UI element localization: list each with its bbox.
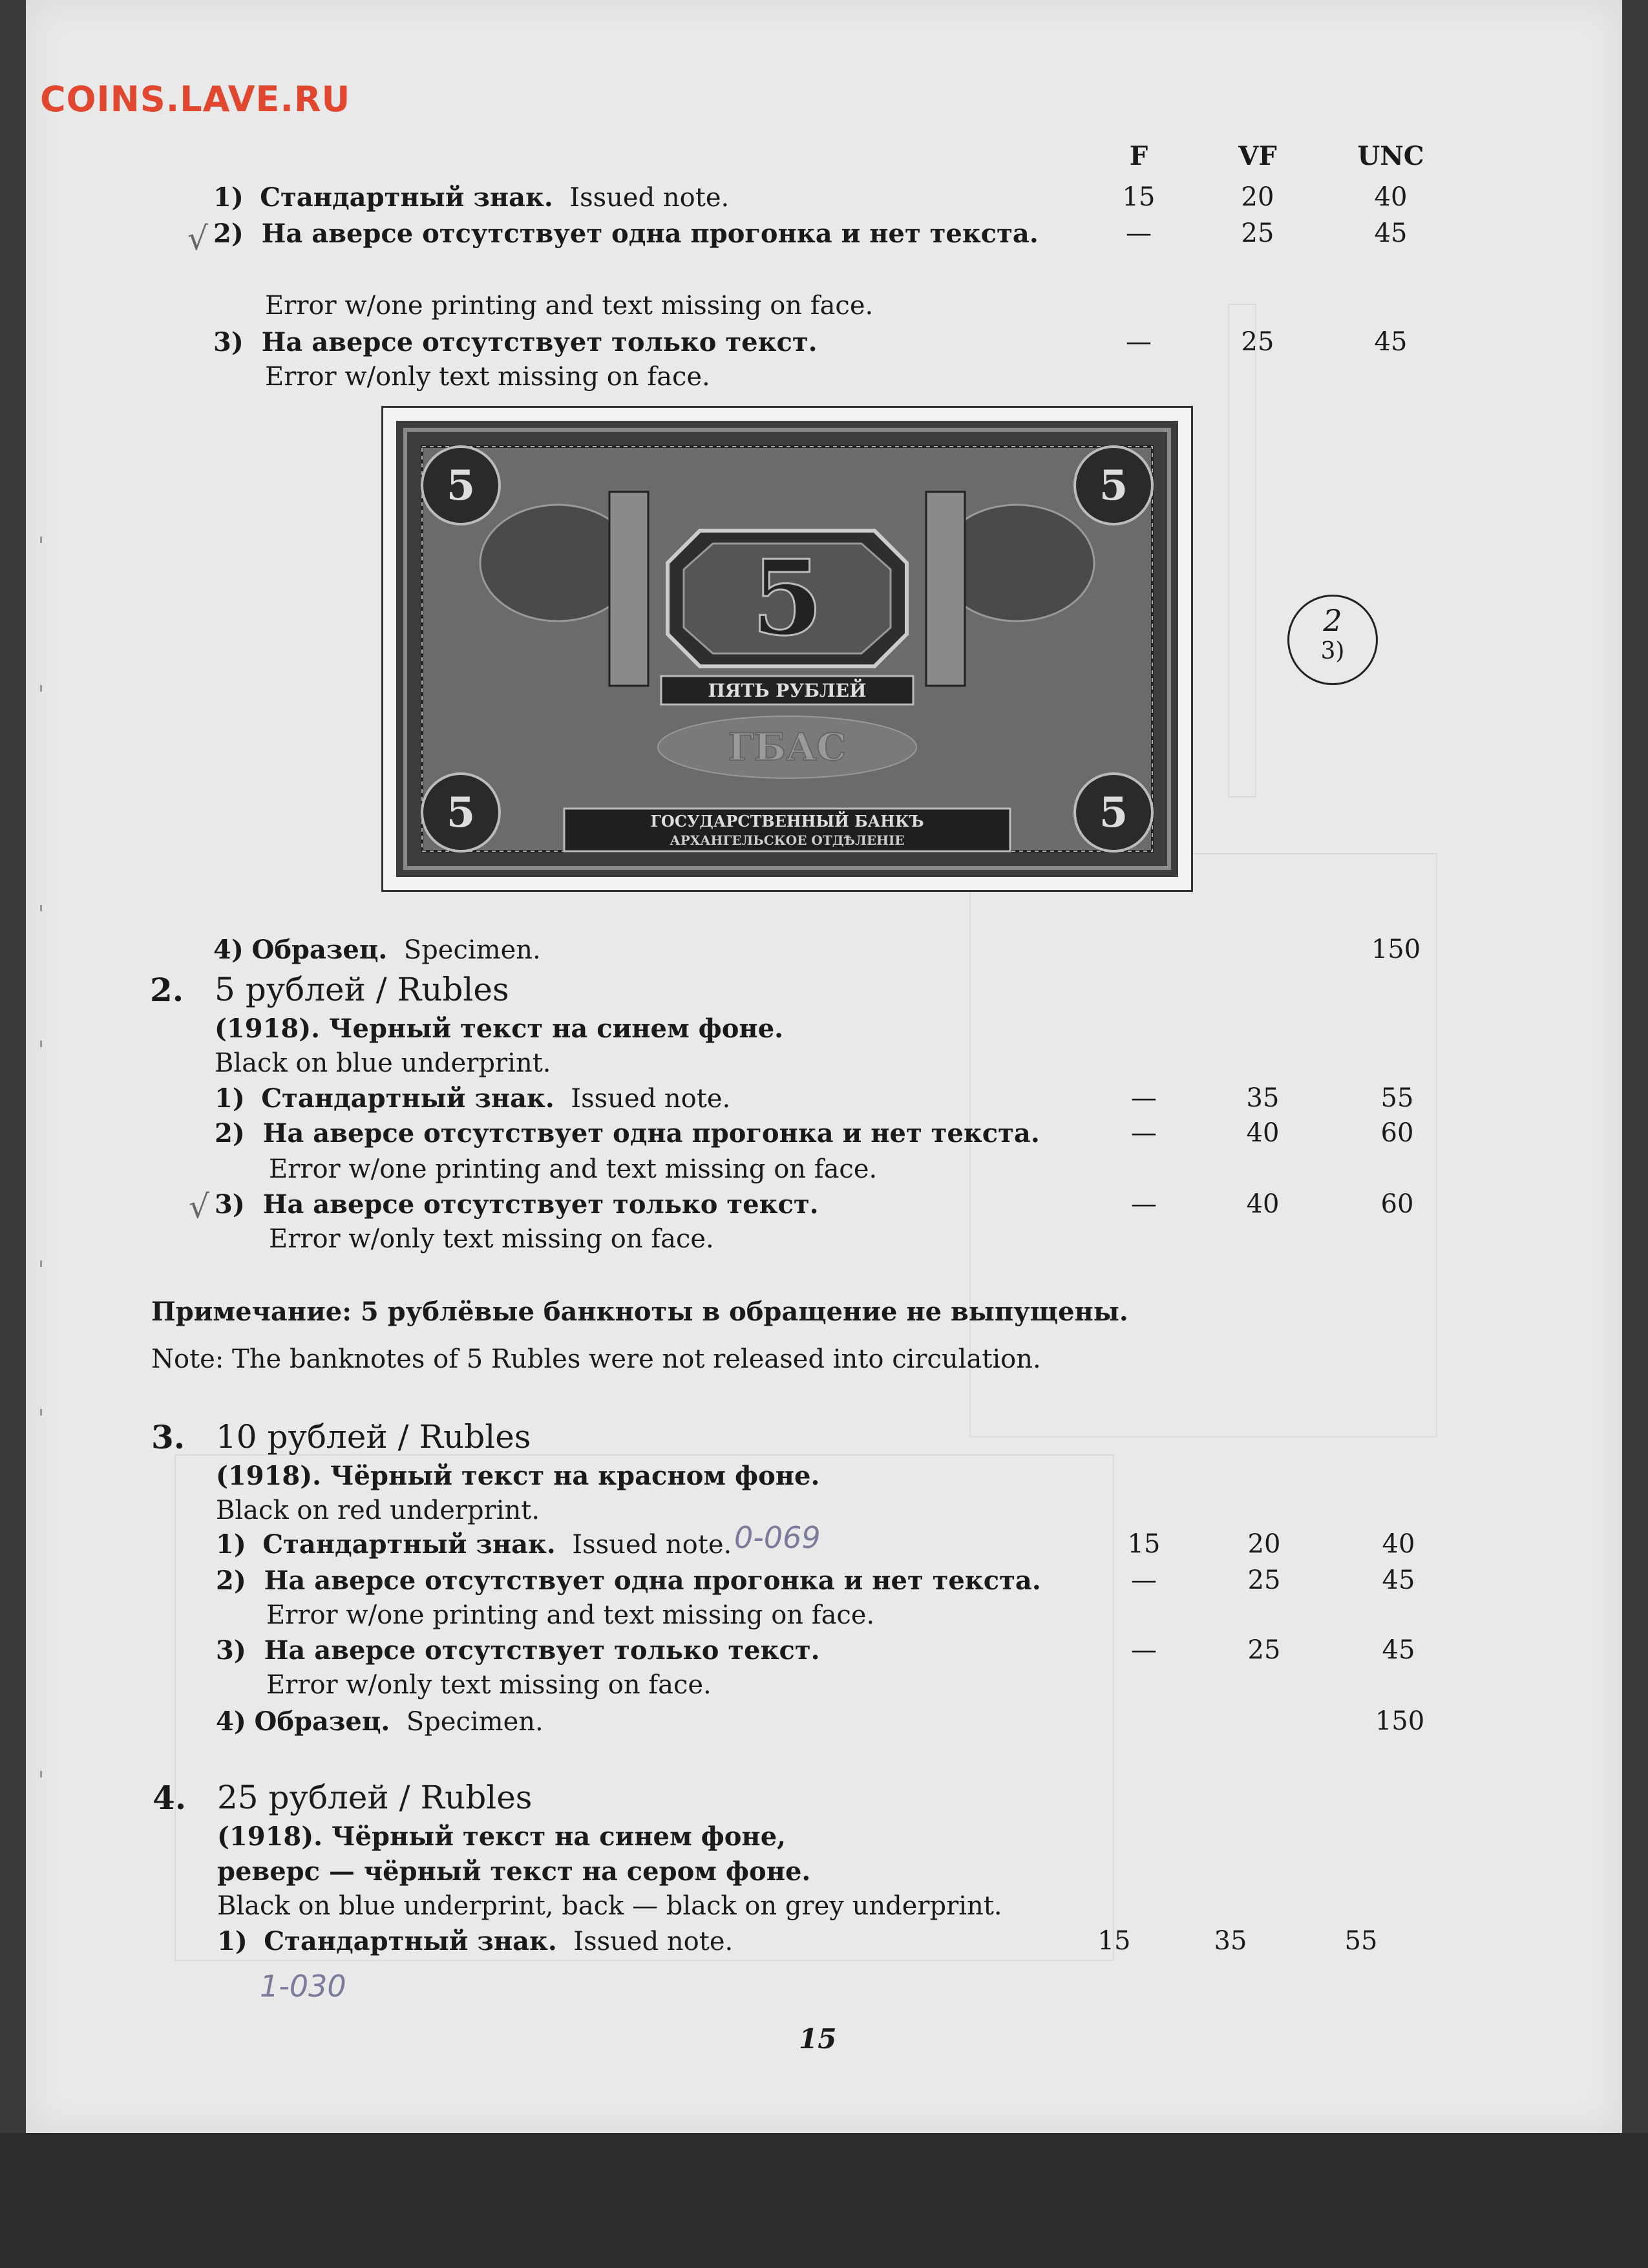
value-unc: 55 xyxy=(1344,1926,1378,1956)
page-number: 15 xyxy=(799,2023,837,2055)
section-description-en: Black on red underprint. xyxy=(216,1496,540,1525)
binding-mark xyxy=(40,1260,56,1267)
banknote-image xyxy=(381,406,1193,892)
binding-mark xyxy=(40,905,56,911)
value-unc: 60 xyxy=(1380,1118,1414,1148)
marker-circle: 2 3) xyxy=(1287,595,1378,685)
bleed-through-panel xyxy=(1228,304,1256,798)
item-translation: Error w/only text missing on face. xyxy=(269,1224,714,1254)
value-vf: 25 xyxy=(1241,327,1274,357)
value-unc: 40 xyxy=(1374,182,1408,212)
column-header-vf: VF xyxy=(1238,141,1277,171)
value-f: — xyxy=(1131,1635,1157,1665)
corner-numeral: 5 xyxy=(446,789,476,837)
column-header-f: F xyxy=(1129,141,1148,171)
scanner-background xyxy=(0,2133,1648,2268)
corner-numeral: 5 xyxy=(1099,789,1128,837)
center-text: ГБАС xyxy=(728,725,847,769)
value-unc: 45 xyxy=(1382,1565,1415,1595)
list-item: 4) Образец. Specimen. xyxy=(213,935,541,965)
handwritten-note: 0-069 xyxy=(734,1520,821,1555)
value-unc: 55 xyxy=(1380,1083,1414,1113)
handwritten-checkmark: √ xyxy=(187,220,208,257)
section-description-en: Black on blue underprint, back — black on grey underprint. xyxy=(217,1891,1002,1921)
ribbon-text: ПЯТЬ РУБЛЕЙ xyxy=(708,680,867,701)
corner-numeral: 5 xyxy=(446,461,476,510)
section-index: 4. xyxy=(153,1779,187,1817)
binding-mark xyxy=(40,1771,56,1777)
value-vf: 20 xyxy=(1247,1529,1281,1559)
item-translation: Error w/one printing and text missing on face. xyxy=(266,1600,875,1630)
value-f: — xyxy=(1126,327,1152,357)
section-title: 25 рублей / Rubles xyxy=(217,1779,533,1816)
section-description: (1918). Чёрный текст на красном фоне. xyxy=(216,1461,820,1491)
list-item: 2) На аверсе отсутствует одна прогонка и нет текста. xyxy=(216,1565,1041,1596)
binding-mark xyxy=(40,1409,56,1415)
list-item: 4) Образец. Specimen. xyxy=(216,1706,544,1737)
section-description: (1918). Чёрный текст на синем фоне, xyxy=(217,1821,787,1852)
value-unc: 45 xyxy=(1382,1635,1415,1665)
list-item: 2) На аверсе отсутствует одна прогонка и нет текста. xyxy=(213,218,1039,249)
section-description-en: Black on blue underprint. xyxy=(215,1048,551,1078)
section-index: 2. xyxy=(150,971,184,1009)
value-vf: 40 xyxy=(1246,1189,1280,1219)
value-vf: 25 xyxy=(1241,218,1274,248)
value-unc: 40 xyxy=(1382,1529,1415,1559)
value-vf: 25 xyxy=(1247,1635,1281,1665)
value-f: — xyxy=(1131,1118,1157,1148)
value-f: — xyxy=(1131,1083,1157,1113)
list-item: 1) Стандартный знак. Issued note. xyxy=(216,1529,732,1560)
list-item: 3) На аверсе отсутствует только текст. xyxy=(216,1635,820,1666)
value-vf: 25 xyxy=(1247,1565,1281,1595)
list-item: 1) Стандартный знак. Issued note. xyxy=(215,1083,731,1114)
value-unc: 150 xyxy=(1375,1706,1425,1736)
value-unc: 45 xyxy=(1374,327,1408,357)
value-vf: 40 xyxy=(1246,1118,1280,1148)
column-header-unc: UNC xyxy=(1357,141,1424,171)
value-vf: 20 xyxy=(1241,182,1274,212)
value-unc: 60 xyxy=(1380,1189,1414,1219)
section-index: 3. xyxy=(151,1418,185,1456)
value-unc: 45 xyxy=(1374,218,1408,248)
item-translation: Error w/only text missing on face. xyxy=(266,1670,712,1700)
list-item: 3) На аверсе отсутствует только текст. xyxy=(213,327,818,357)
value-vf: 35 xyxy=(1214,1926,1247,1956)
item-translation: Error w/only text missing on face. xyxy=(265,362,710,392)
note-en: Note: The banknotes of 5 Rubles were not released into circulation. xyxy=(151,1344,1041,1374)
section-title: 5 рублей / Rubles xyxy=(215,971,509,1008)
value-f: — xyxy=(1126,218,1152,248)
value-f: — xyxy=(1131,1565,1157,1595)
corner-numeral: 5 xyxy=(1099,461,1128,510)
note-ru: Примечание: 5 рублёвые банкноты в обращение не выпущены. xyxy=(151,1297,1128,1327)
list-item: 1) Стандартный знак. Issued note. xyxy=(217,1926,734,1956)
list-item: 3) На аверсе отсутствует только текст. xyxy=(215,1189,819,1220)
handwritten-note: 1-030 xyxy=(260,1969,346,2004)
list-item: 2) На аверсе отсутствует одна прогонка и нет текста. xyxy=(215,1118,1040,1149)
value-f: 15 xyxy=(1097,1926,1131,1956)
list-item: 1) Стандартный знак. Issued note. xyxy=(213,182,730,213)
binding-mark xyxy=(40,536,56,543)
value-f: — xyxy=(1131,1189,1157,1219)
item-translation: Error w/one printing and text missing on face. xyxy=(265,291,874,321)
bank-name: ГОСУДАРСТВЕННЫЙ БАНКЪ xyxy=(650,812,924,831)
center-numeral: 5 xyxy=(751,537,823,659)
section-description: реверс — чёрный текст на сером фоне. xyxy=(217,1856,811,1887)
binding-mark xyxy=(40,1041,56,1047)
value-unc: 150 xyxy=(1371,935,1421,964)
value-f: 15 xyxy=(1127,1529,1161,1559)
handwritten-checkmark: √ xyxy=(189,1188,209,1225)
site-watermark: COINS.LAVE.RU xyxy=(40,79,351,120)
section-title: 10 рублей / Rubles xyxy=(216,1418,531,1456)
item-translation: Error w/one printing and text missing on face. xyxy=(269,1154,878,1184)
value-f: 15 xyxy=(1122,182,1156,212)
bank-branch: АРХАНГЕЛЬСКОЕ ОТДѢЛЕНІЕ xyxy=(670,832,905,848)
section-description: (1918). Черный текст на синем фоне. xyxy=(215,1013,784,1044)
value-vf: 35 xyxy=(1246,1083,1280,1113)
binding-mark xyxy=(40,685,56,692)
